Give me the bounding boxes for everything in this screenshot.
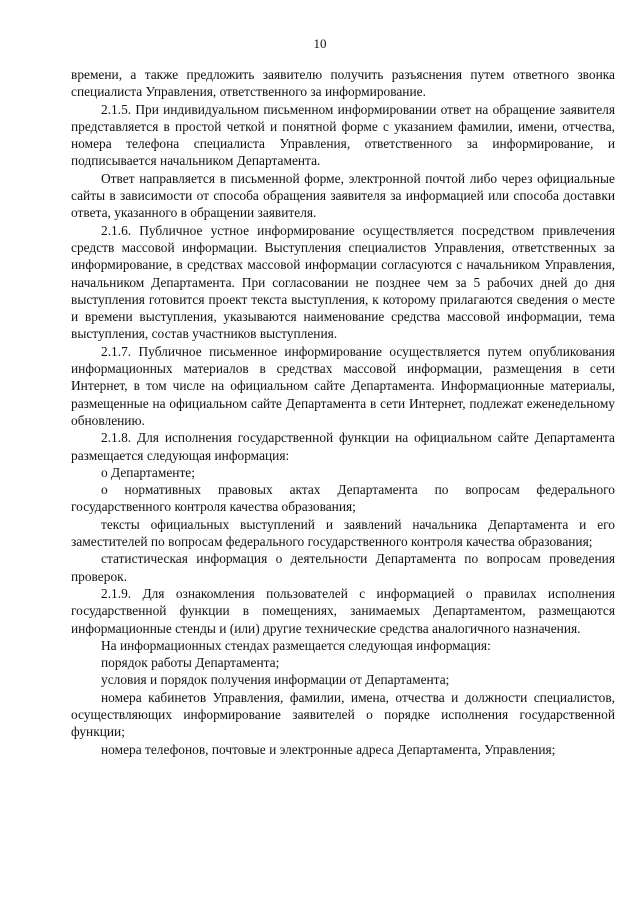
page-number: 10: [313, 36, 327, 51]
list-item: номера кабинетов Управления, фамилии, имена, отчества и должности специалистов, осуществляющих информирование заявителей о порядке исполнения государственной функции;: [71, 689, 615, 740]
paragraph: времени, а также предложить заявителю получить разъяснения путем ответного звонка специалиста Управления, ответственного за информирование.: [71, 67, 615, 100]
paragraph: 2.1.7. Публичное письменное информирование осуществляется путем опубликования информационных материалов в средствах массовой информации, размещения в сети Интернет, в том числе на официальном сайте Департамента. Информационные материалы, размещенные на официальном сайте Департамента в сети Интернет, подлежат еженедельному обновлению.: [71, 343, 615, 428]
paragraph: 2.1.9. Для ознакомления пользователей с информацией о правилах исполнения государственной функции в помещениях, занимаемых Департаментом, размещаются информационные стенды и (или) другие технические средства аналогичного назначения.: [71, 585, 615, 636]
list-item: условия и порядок получения информации от Департамента;: [101, 672, 450, 688]
paragraph: 2.1.6. Публичное устное информирование осуществляется посредством привлечения средств массовой информации. Выступления специалистов Управления, ответственных за информирование, в средствах массовой информации согласуются с начальником Управления, начальником Департамента. При согласовании не позднее чем за 5 рабочих дней до дня выступления готовится проект текста выступления, к которому прилагаются сведения о месте и времени выступления, указываются наименование средства массовой информации, тема выступления, состав участников выступления.: [71, 222, 615, 342]
paragraph: Ответ направляется в письменной форме, электронной почтой либо через официальные сайты в зависимости от способа обращения заявителя за информацией или способа доставки ответа, указанного в обращении заявителя.: [71, 170, 615, 221]
paragraph: На информационных стендах размещается следующая информация:: [101, 637, 491, 653]
list-item: о нормативных правовых актах Департамента по вопросам федерального государственного контроля качества образования;: [71, 482, 615, 515]
list-item: номера телефонов, почтовые и электронные адреса Департамента, Управления;: [101, 741, 556, 757]
paragraph: 2.1.8. Для исполнения государственной функции на официальном сайте Департамента размещается следующая информация:: [71, 430, 615, 463]
list-item: о Департаменте;: [101, 464, 195, 480]
list-item: статистическая информация о деятельности Департамента по вопросам проведения проверок.: [71, 551, 615, 584]
paragraph: 2.1.5. При индивидуальном письменном информировании ответ на обращение заявителя представляется в простой четкой и понятной форме с указанием фамилии, имени, отчества, номера телефона специалиста Управления, ответственного за информирование, и подписывается начальником Департамента.: [71, 101, 615, 169]
list-item: тексты официальных выступлений и заявлений начальника Департамента и его заместителей по вопросам федерального государственного контроля качества образования;: [71, 516, 615, 550]
list-item: порядок работы Департамента;: [101, 655, 280, 671]
document-body: [71, 66, 615, 758]
